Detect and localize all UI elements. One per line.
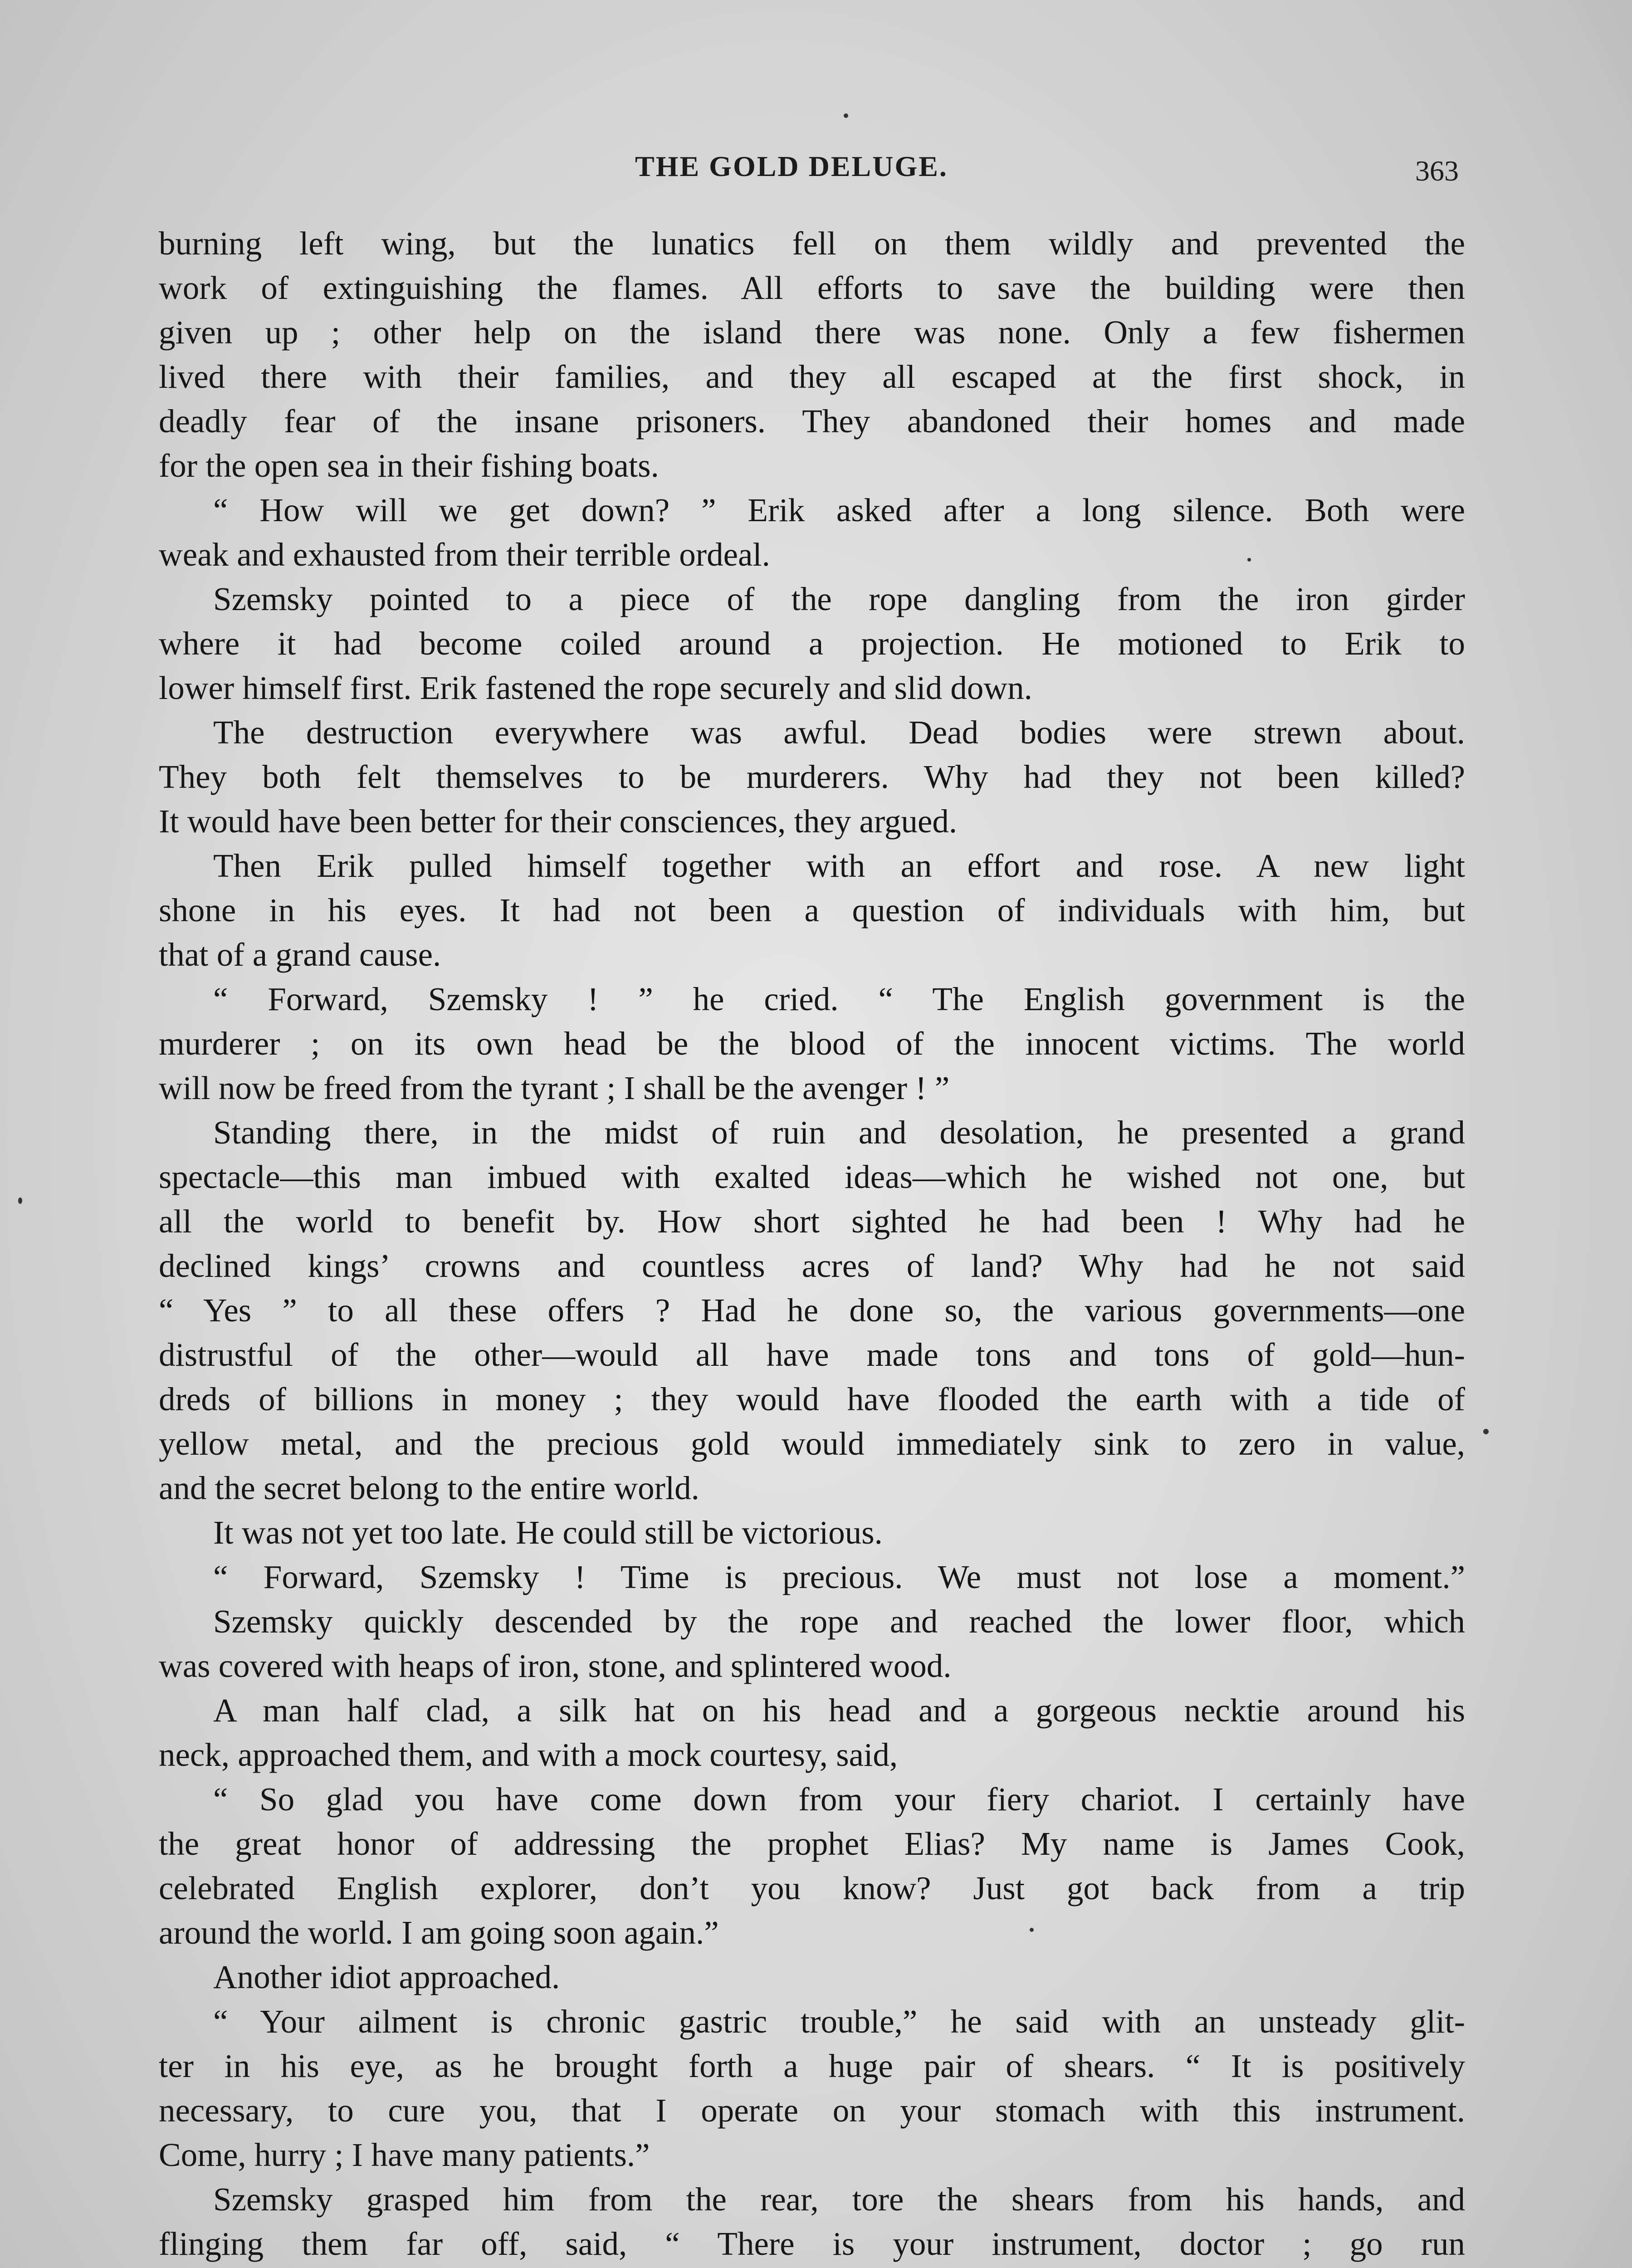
text-line: It was not yet too late. He could still be victorious. bbox=[213, 1514, 883, 1551]
text-line: murderer ; on its own head be the blood of the innocent victims. The world bbox=[159, 1025, 1465, 1062]
text-line: “ How will we get down? ” Erik asked after a long silence. Both were bbox=[213, 492, 1465, 528]
running-head-title: THE GOLD DELUGE. bbox=[635, 150, 948, 182]
text-line: distrustful of the other—would all have made tons and tons of gold—hun- bbox=[159, 1336, 1465, 1373]
text-line: “ So glad you have come down from your fiery chariot. I certainly have bbox=[213, 1781, 1465, 1818]
text-line: Szemsky grasped him from the rear, tore the shears from his hands, and bbox=[213, 2181, 1465, 2218]
ink-speck bbox=[844, 113, 848, 118]
text-line: necessary, to cure you, that I operate on your stomach with this instrument. bbox=[159, 2092, 1465, 2129]
page-number: 363 bbox=[1415, 155, 1459, 187]
text-line bbox=[159, 2266, 1465, 2268]
text-line: will now be freed from the tyrant ; I shall be the avenger ! ” bbox=[159, 1070, 950, 1106]
text-line: where it had become coiled around a projection. He motioned to Erik to bbox=[159, 625, 1465, 662]
text-line: around the world. I am going soon again.” bbox=[159, 1914, 719, 1951]
text-line: “ Forward, Szemsky ! Time is precious. We must not lose a moment.” bbox=[213, 1559, 1465, 1595]
text-line: work of extinguishing the flames. All efforts to save the building were then bbox=[159, 269, 1465, 306]
text-line: Another idiot approached. bbox=[213, 1959, 560, 1995]
text-line: burning left wing, but the lunatics fell on them wildly and prevented the bbox=[159, 225, 1465, 262]
ink-speck bbox=[1483, 1429, 1489, 1434]
text-line: and the secret belong to the entire world. bbox=[159, 1470, 699, 1506]
text-line: Szemsky quickly descended by the rope and reached the lower floor, which bbox=[213, 1603, 1465, 1640]
text-line: all the world to benefit by. How short sighted he had been ! Why had he bbox=[159, 1203, 1465, 1240]
text-line: Then Erik pulled himself together with an effort and rose. A new light bbox=[213, 847, 1465, 884]
text-line: declined kings’ crowns and countless acres of land? Why had he not said bbox=[159, 1247, 1465, 1284]
text-line: Standing there, in the midst of ruin and desolation, he presented a grand bbox=[213, 1114, 1465, 1151]
text-line: dreds of billions in money ; they would have flooded the earth with a tide of bbox=[159, 1381, 1465, 1418]
text-line: weak and exhausted from their terrible ordeal. bbox=[159, 536, 770, 573]
text-line: flinging them far off, said, “ There is your instrument, doctor ; go run bbox=[159, 2225, 1465, 2262]
text-line: for the open sea in their fishing boats. bbox=[159, 447, 659, 484]
text-line: lower himself first. Erik fastened the rope securely and slid down. bbox=[159, 670, 1032, 706]
text-line: A man half clad, a silk hat on his head and a gorgeous necktie around his bbox=[213, 1692, 1465, 1729]
text-line: “ Yes ” to all these offers ? Had he done so, the various governments—one bbox=[159, 1292, 1465, 1329]
text-line: lived there with their families, and they all escaped at the first shock, in bbox=[159, 358, 1465, 395]
text-line: spectacle—this man imbued with exalted ideas—which he wished not one, but bbox=[159, 1158, 1465, 1195]
text-line: Come, hurry ; I have many patients.” bbox=[159, 2136, 650, 2173]
ink-speck bbox=[18, 1198, 22, 1204]
text-line: They both felt themselves to be murderers. Why had they not been killed? bbox=[159, 758, 1465, 795]
text-line: was covered with heaps of iron, stone, and splintered wood. bbox=[159, 1647, 952, 1684]
text-line: deadly fear of the insane prisoners. They abandoned their homes and made bbox=[159, 403, 1465, 440]
text-line: given up ; other help on the island there was none. Only a few fishermen bbox=[159, 314, 1465, 351]
text-line: that of a grand cause. bbox=[159, 936, 441, 973]
body-text bbox=[159, 221, 1465, 2268]
text-line: Szemsky pointed to a piece of the rope dangling from the iron girder bbox=[213, 581, 1465, 617]
ink-speck bbox=[1030, 1928, 1034, 1932]
text-line: neck, approached them, and with a mock courtesy, said, bbox=[159, 1736, 898, 1773]
text-line: ter in his eye, as he brought forth a huge pair of shears. “ It is positively bbox=[159, 2048, 1465, 2084]
text-line: It would have been better for their consciences, they argued. bbox=[159, 803, 958, 840]
text-line: the great honor of addressing the prophet Elias? My name is James Cook, bbox=[159, 1825, 1465, 1862]
text-line: celebrated English explorer, don’t you know? Just got back from a trip bbox=[159, 1870, 1465, 1906]
text-line: yellow metal, and the precious gold would immediately sink to zero in value, bbox=[159, 1425, 1465, 1462]
ink-speck bbox=[1247, 558, 1251, 562]
text-line: “ Your ailment is chronic gastric trouble,” he said with an unsteady glit- bbox=[213, 2003, 1465, 2040]
text-line: “ Forward, Szemsky ! ” he cried. “ The English government is the bbox=[213, 981, 1465, 1017]
text-line: shone in his eyes. It had not been a question of individuals with him, but bbox=[159, 892, 1465, 929]
text-line: The destruction everywhere was awful. Dead bodies were strewn about. bbox=[213, 714, 1465, 751]
